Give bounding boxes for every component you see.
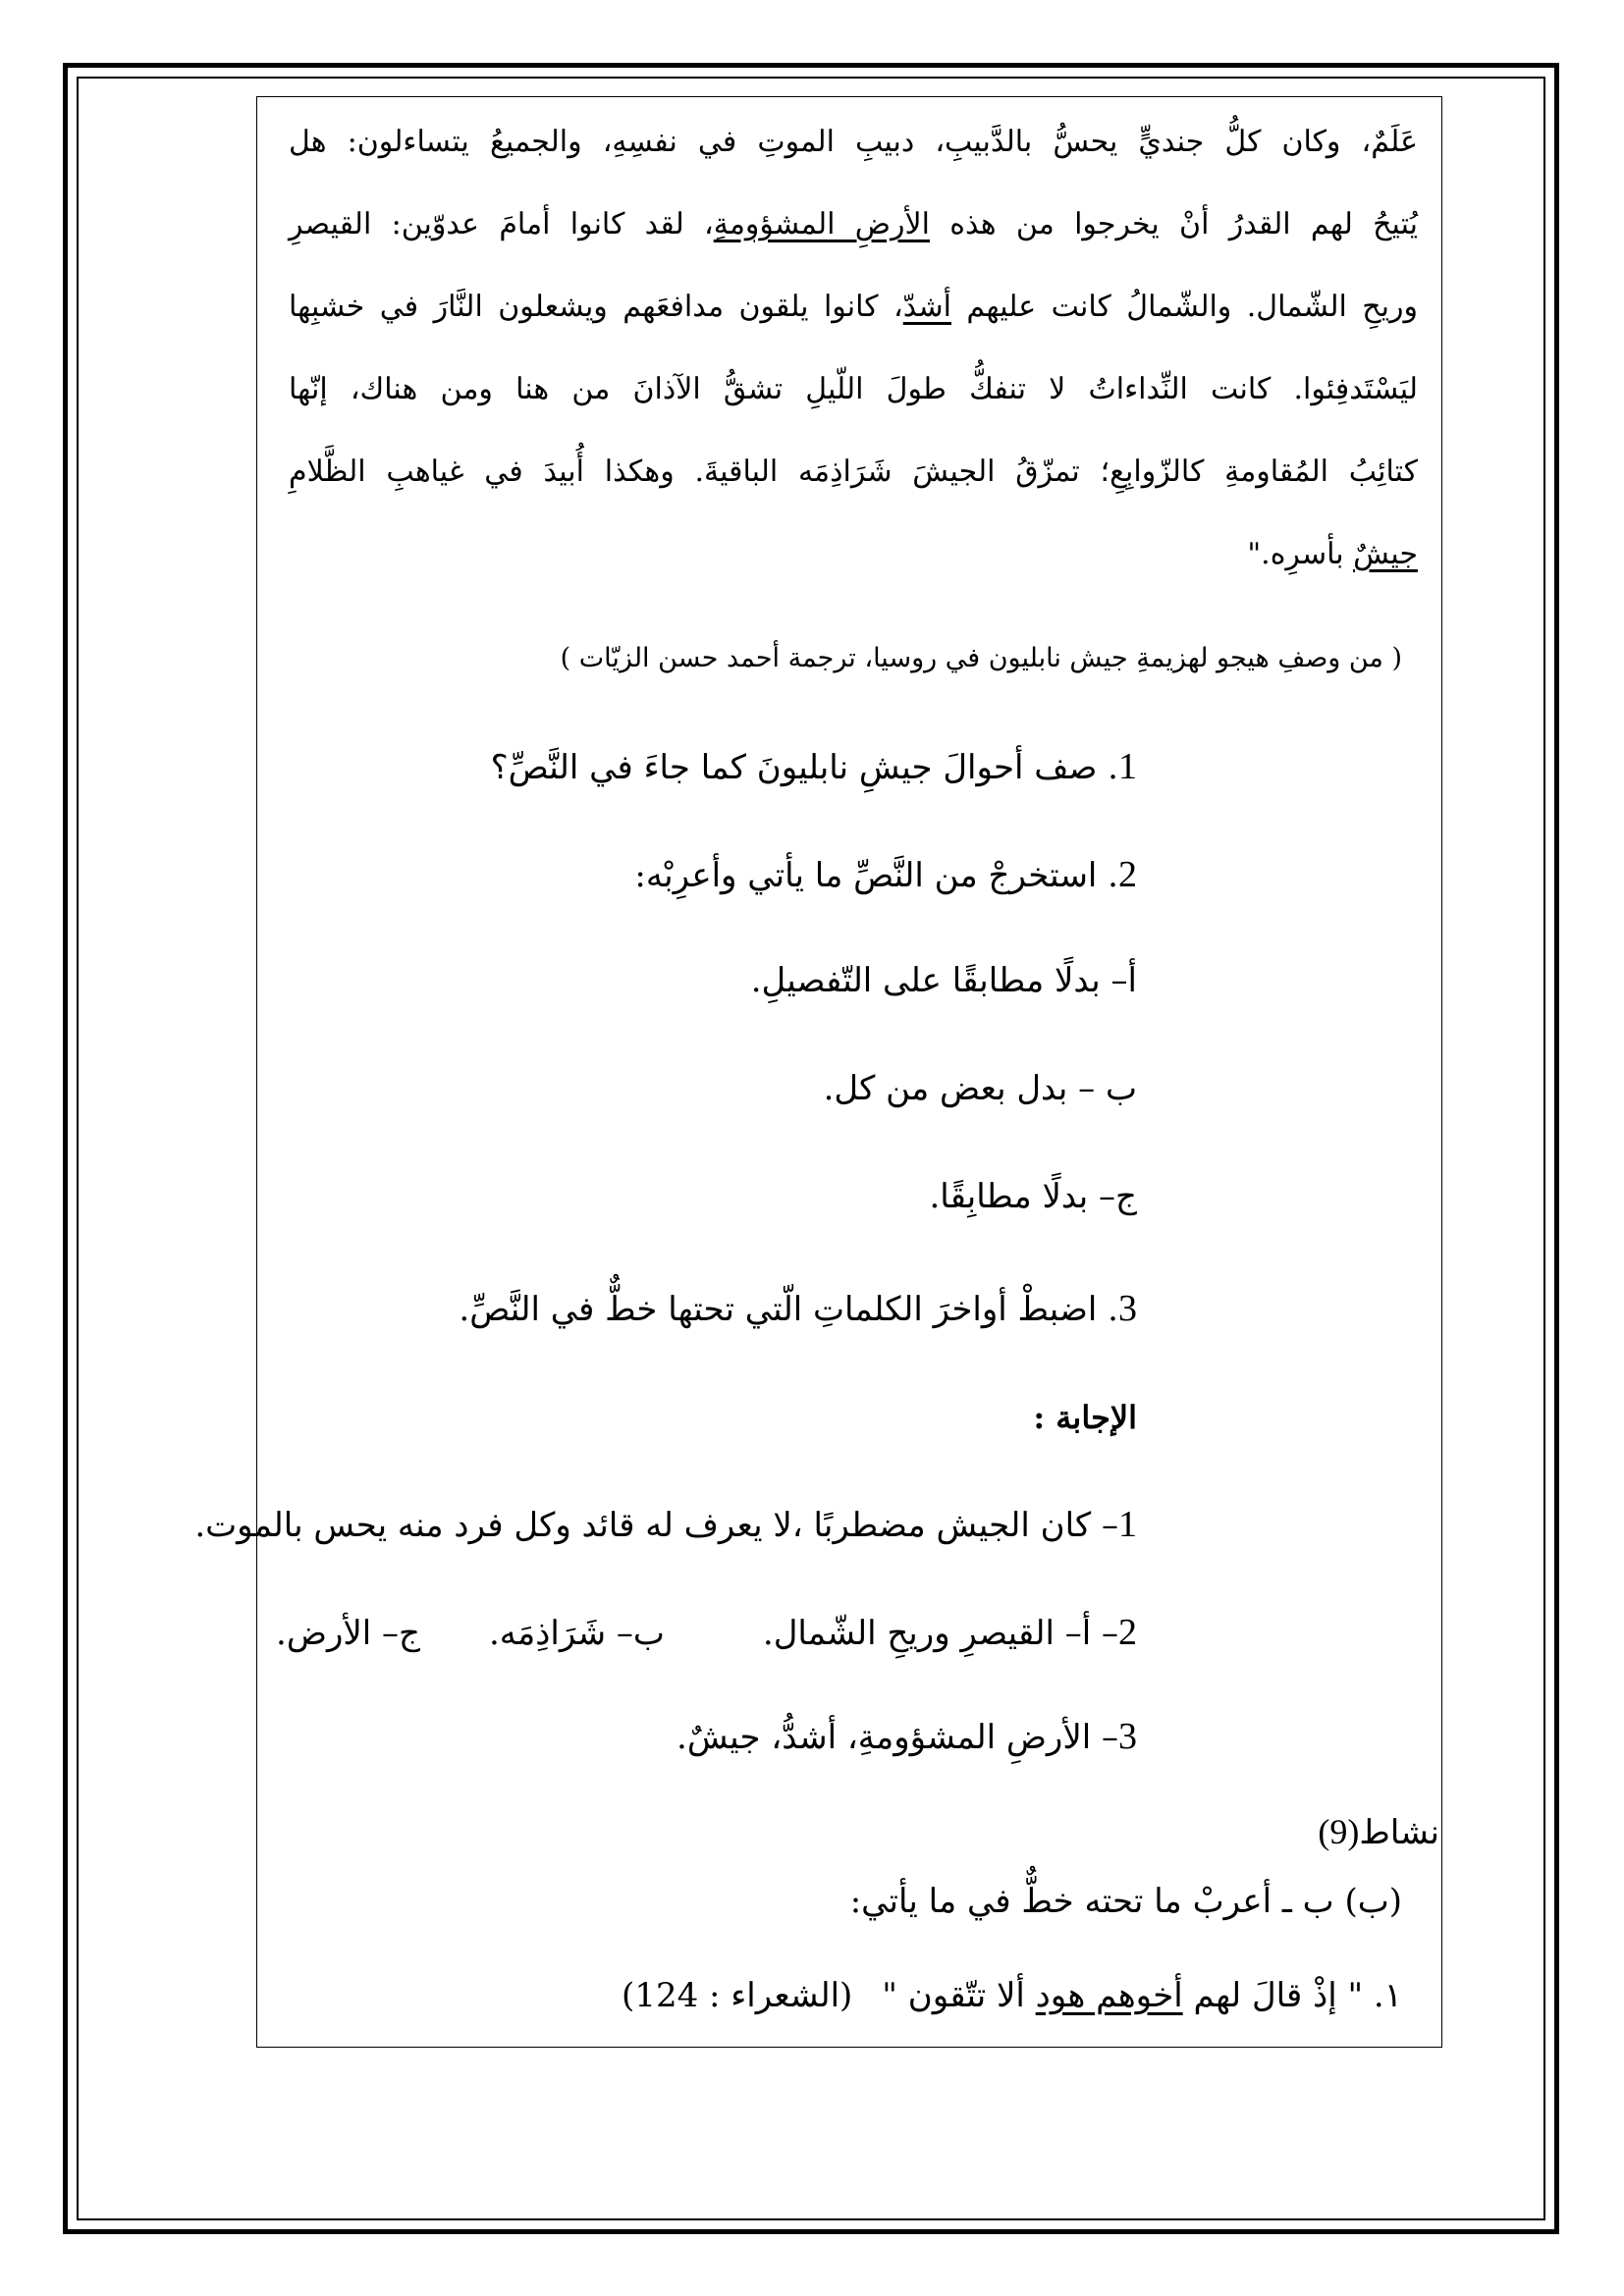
passage-line-2 (289, 205, 1418, 244)
content-box (194, 96, 1442, 2048)
passage-text: ، لقد كانوا أمامَ عدوّين: القيصرِ (289, 207, 714, 241)
answer-2 (276, 1611, 1137, 1654)
passage-line-1: عَلَمٌ، وكان كلُّ جنديٍّ يحسُّ بالدَّبيبِ، دبيبِ الموتِ في نفسِهِ، والجميعُ يتساءلون: هل (289, 125, 1418, 159)
passage-text: بأسرِه." (1247, 537, 1354, 571)
underlined-word: أشدّ (902, 290, 951, 324)
question-text: . صف أحوالَ جيشِ نابليونَ كما جاءَ في النَّصِّ؟ (490, 748, 1118, 787)
answer-number: 2 (1118, 1612, 1137, 1653)
activity-item-text: ١. " إذْ قالَ لهم (1182, 1976, 1402, 2015)
answer-1 (194, 1503, 1137, 1546)
underlined-word: جيشٌ (1353, 537, 1418, 571)
question-2-b: ب – بدل بعض من كل. (823, 1069, 1137, 1108)
activity-instruction: (ب) ب ـ أعربْ ما تحته خطٌّ في ما يأتي: (849, 1882, 1402, 1921)
answer-header: الإجابة : (1033, 1399, 1137, 1436)
answer-text: ب– شَرَاذِمَه. (488, 1614, 665, 1653)
question-2-a: أ– بدلًا مطابقًا على التّفصيلِ. (750, 961, 1137, 1000)
answer-number: 3 (1118, 1716, 1137, 1757)
answer-text: – الأرضِ المشؤومةِ، أشدُّ، جيشٌ. (677, 1718, 1118, 1757)
answer-text: ج– الأرض. (276, 1614, 420, 1653)
source-citation: ( من وصفِ هيجو لهزيمةِ جيش نابليون في روسيا، ترجمة أحمد حسن الزيّات ) (560, 643, 1402, 673)
passage-text: وريحِ الشّمال. والشّمالُ كانت عليهم (950, 290, 1418, 324)
activity-item-1 (622, 1976, 1402, 2015)
answer-3 (677, 1715, 1137, 1758)
question-3 (459, 1287, 1137, 1330)
question-1 (491, 745, 1137, 788)
answer-text: – أ– القيصرِ وريحِ الشّمال. (762, 1614, 1118, 1653)
passage-line-4: ليَسْتَدفِئوا. كانت النِّداءاتُ لا تنفكُّ طولَ اللّيلِ تشقُّ الآذانَ من هنا ومن هناك، إنّها (289, 372, 1418, 406)
question-number: 1 (1118, 746, 1137, 787)
passage-text: يُتيحُ لهم القدرُ أنْ يخرجوا من هذه (929, 207, 1418, 241)
question-text: . اضبطْ أواخرَ الكلماتِ الّتي تحتها خطٌّ في النَّصِّ. (459, 1290, 1118, 1329)
underlined-word: الأرضِ المشؤومةِ (713, 207, 930, 241)
question-number: 2 (1118, 854, 1137, 895)
question-text: . استخرجْ من النَّصِّ ما يأتي وأعرِبْه: (634, 856, 1118, 895)
activity-title (1318, 1811, 1439, 1852)
question-2-c: ج– بدلًا مطابِقًا. (929, 1177, 1137, 1216)
passage-line-5: كتائِبُ المُقاومةِ كالزّوابِعِ؛ تمزّقُ الجيشَ شَرَاذِمَه الباقيةَ. وهكذا أُبيدَ في غياهبِ الظَّلامِ (289, 454, 1418, 489)
passage-text: ، كانوا يلقون مدافعَهم ويشعلون النَّارَ في خشبِها (289, 290, 903, 324)
question-number: 3 (1118, 1288, 1137, 1329)
passage-line-6 (1247, 535, 1418, 574)
underlined-word: أخوهم هود (1035, 1976, 1183, 2015)
activity-word: نشاط (1359, 1813, 1439, 1852)
activity-number: (9) (1318, 1812, 1360, 1851)
verse-reference: (الشعراء : 124) (622, 1976, 853, 2015)
answer-number: 1 (1118, 1504, 1137, 1545)
question-2 (634, 853, 1137, 896)
passage-line-3 (289, 288, 1418, 327)
answer-text: – كان الجيش مضطربًا ،لا يعرف له قائد وكل فرد منه يحس بالموت. (194, 1506, 1118, 1545)
activity-item-text: ألا تتّقون " (882, 1976, 1036, 2015)
